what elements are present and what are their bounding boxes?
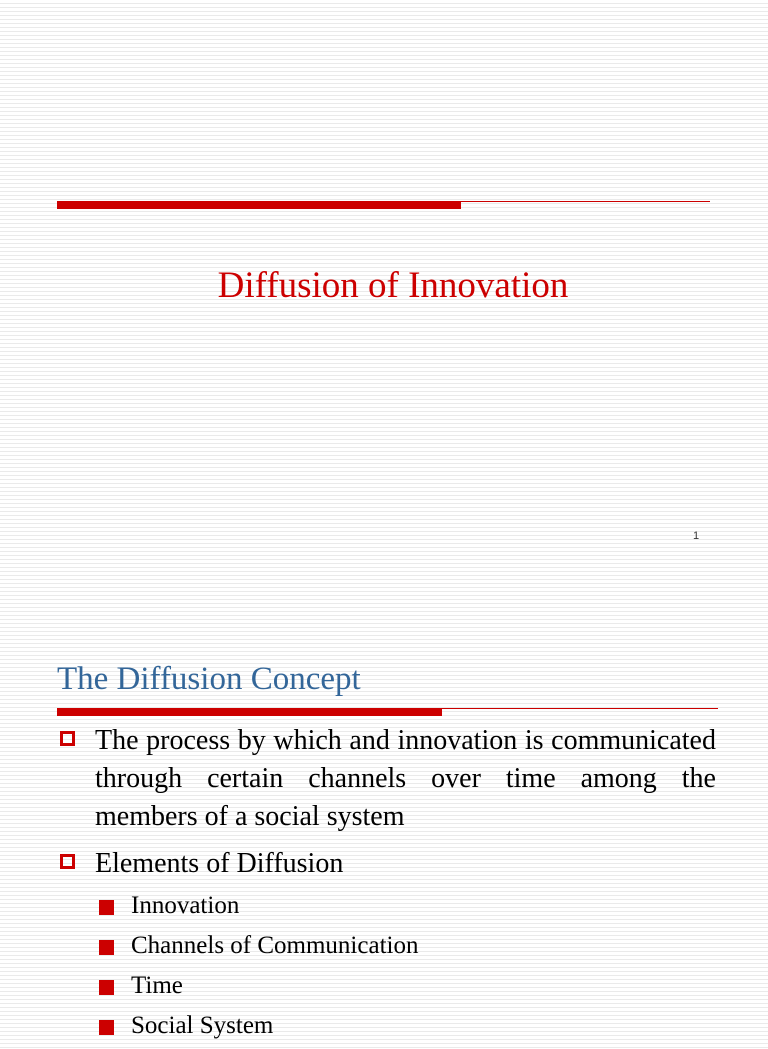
hollow-square-bullet-icon <box>60 854 75 869</box>
filled-square-bullet-icon <box>99 1020 114 1035</box>
bullet-item <box>60 845 716 883</box>
hollow-square-bullet-icon <box>60 731 75 746</box>
filled-square-bullet-icon <box>99 940 114 955</box>
slide-number: 1 <box>693 530 700 542</box>
sub-bullet-text: Time <box>131 972 183 999</box>
heading-rule-thick <box>57 708 442 716</box>
slide-title: Diffusion of Innovation <box>217 265 569 306</box>
sub-bullet-item <box>99 969 699 1009</box>
title-rule-thick <box>57 201 461 209</box>
slide-2 <box>0 600 768 1039</box>
bullet-text: Elements of Diffusion <box>95 848 344 879</box>
sub-bullet-item <box>99 1009 699 1049</box>
sub-bullet-text: Channels of Communication <box>131 932 419 959</box>
sub-bullet-text: Social System <box>131 1012 274 1039</box>
sub-bullet-list <box>99 889 699 1049</box>
sub-bullet-item <box>99 889 699 929</box>
slide-heading: The Diffusion Concept <box>57 661 361 697</box>
title-rule-thin <box>461 201 710 202</box>
filled-square-bullet-icon <box>99 900 114 915</box>
filled-square-bullet-icon <box>99 980 114 995</box>
sub-bullet-item <box>99 929 699 969</box>
bullet-item <box>60 722 716 836</box>
bullet-text: The process by which and innovation is communicated through certain channels over time among the members of a social system <box>95 725 716 832</box>
sub-bullet-text: Innovation <box>131 892 240 919</box>
heading-rule-thin <box>442 708 718 709</box>
